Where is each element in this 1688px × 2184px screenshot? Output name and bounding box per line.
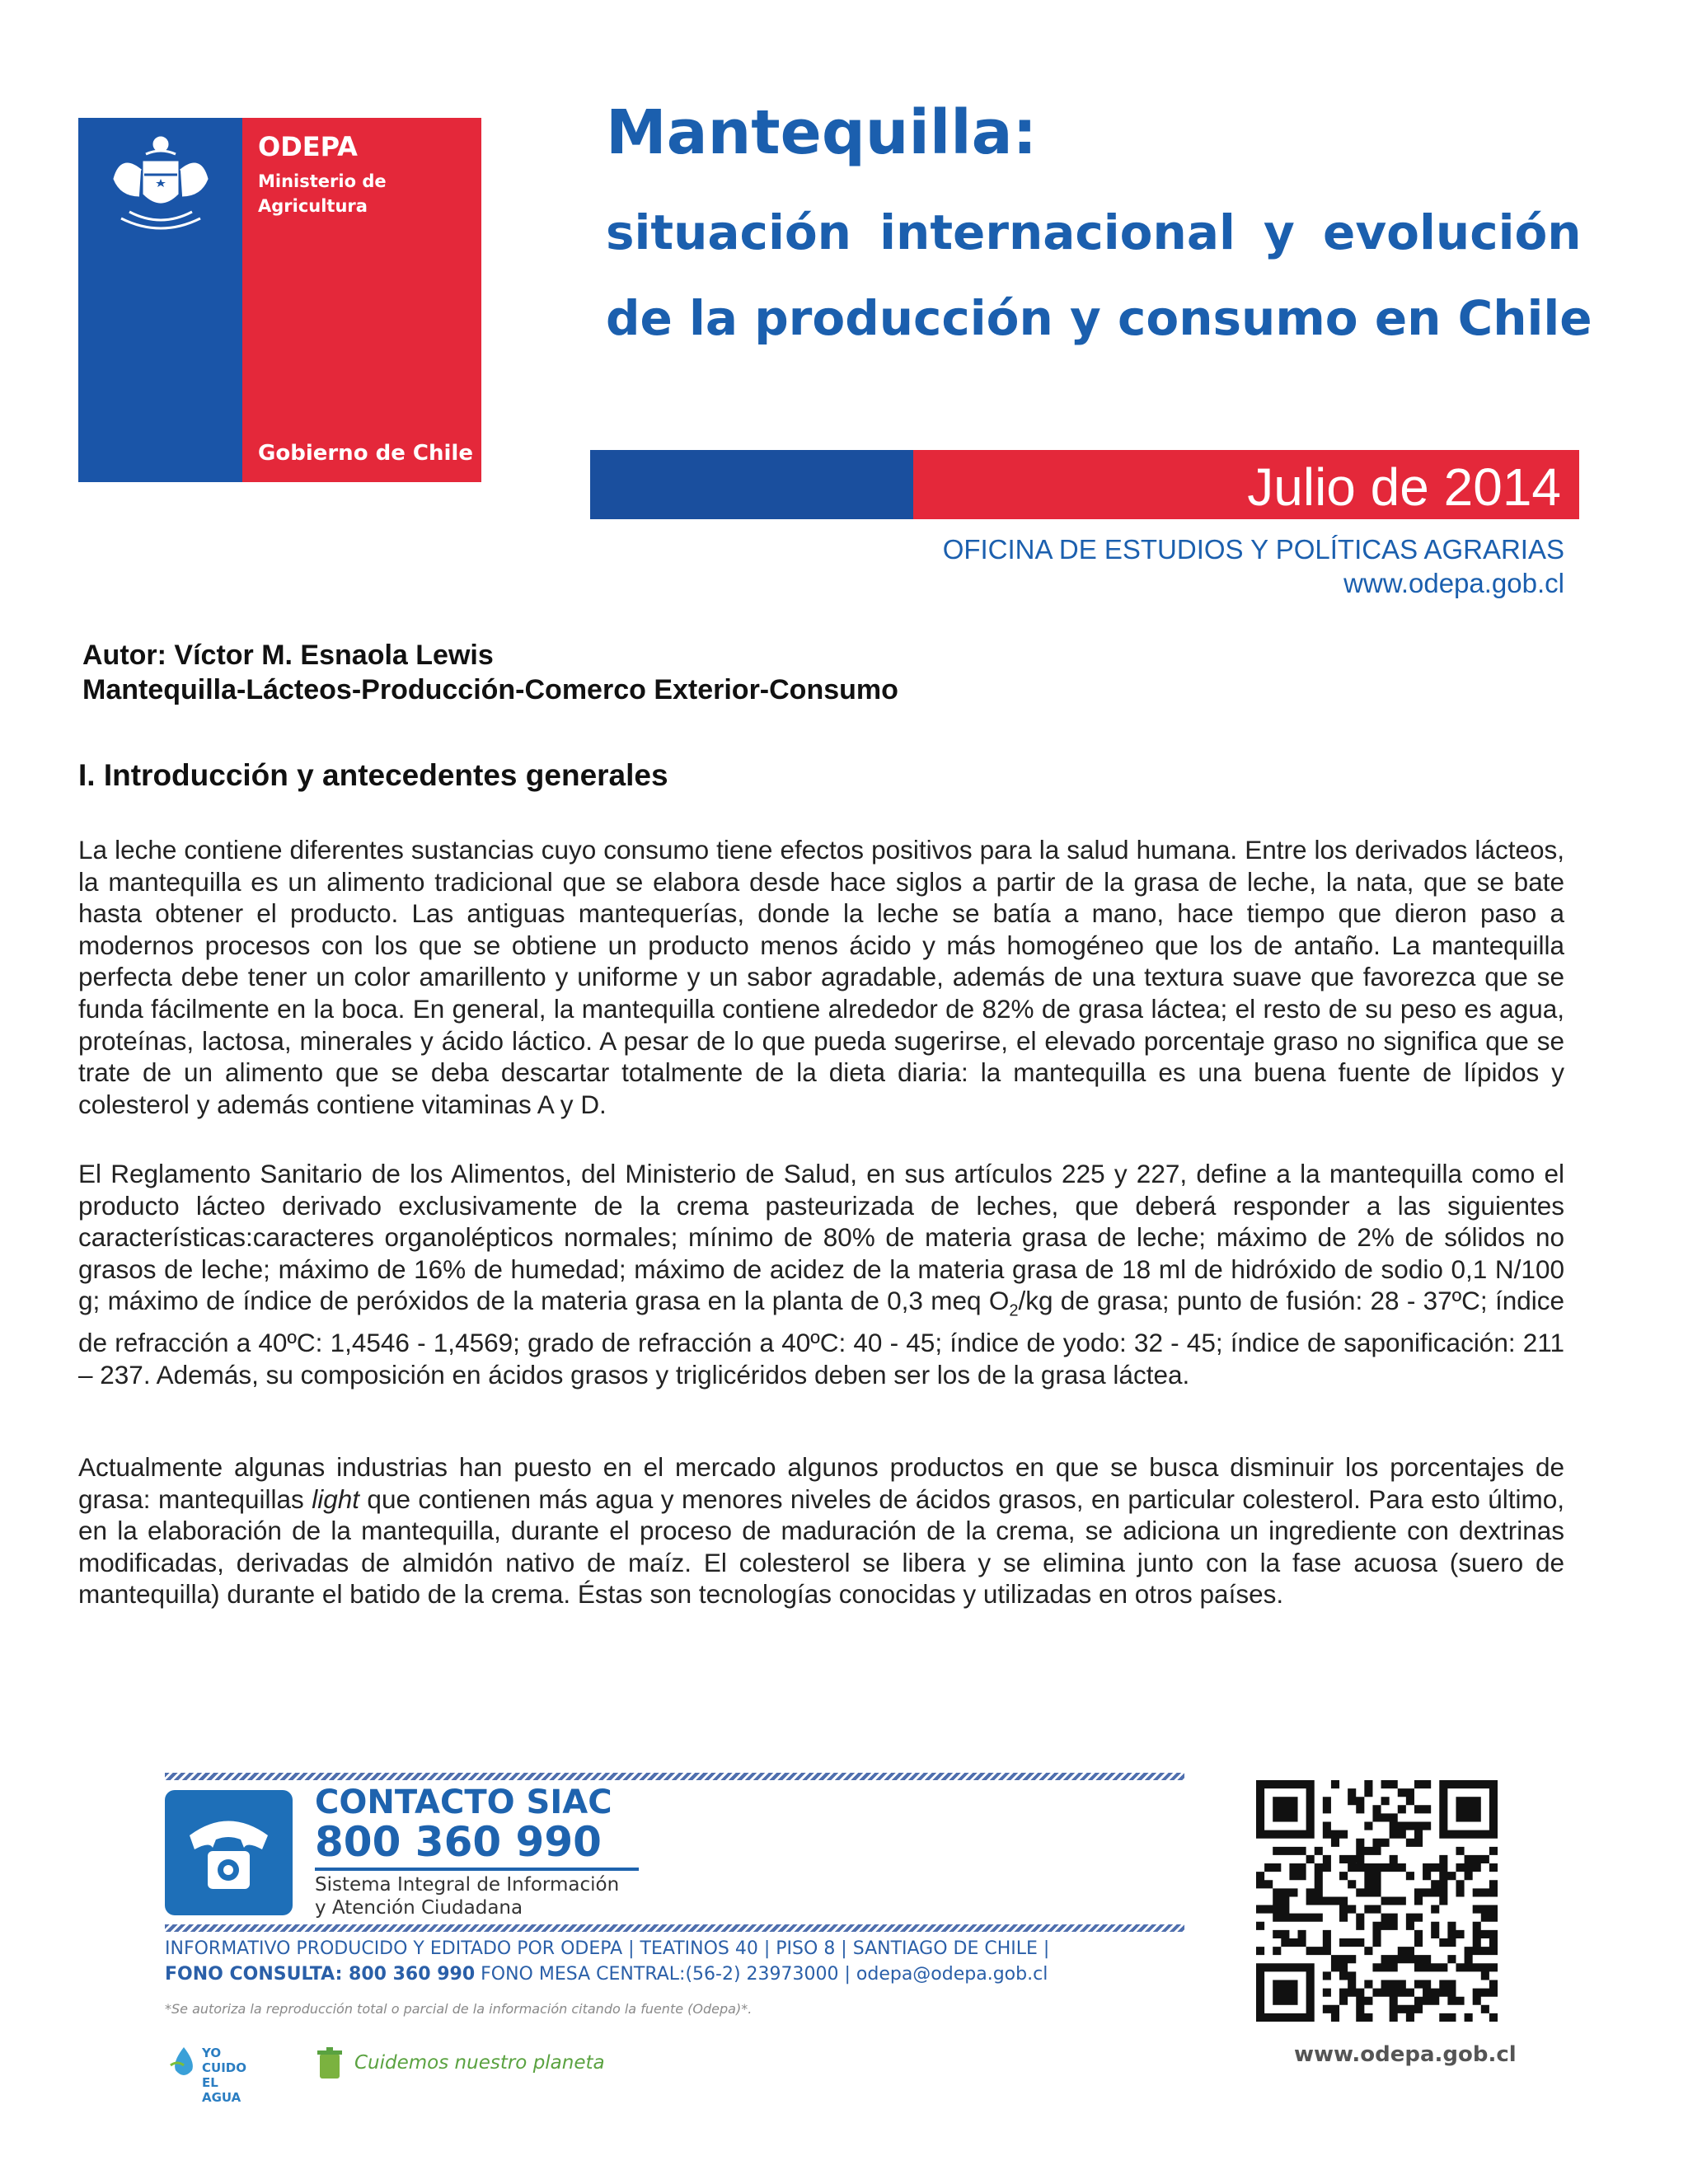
- author-line: Autor: Víctor M. Esnaola Lewis: [82, 640, 494, 671]
- siac-description: Sistema Integral de Información y Atención Ciudadana: [315, 1874, 620, 1919]
- paragraph-1: La leche contiene diferentes sustancias cuyo consumo tiene efectos positivos para la salud humana. Entre los derivados lácteos, la mantequilla es un alimento tradicional que se elabora desde hace siglos a partir de la grasa de leche, la nata, que se bate hasta obtener el producto. Las antiguas mantequerías, donde la leche se batía a mano, hace tiempo que dieron paso a modernos procesos con los que se obtiene un producto menos ácido y más homogéneo que los de antaño. La mantequilla perfecta debe tener un color amarillento y uniforme y un sabor agradable, además de una textura suave que favorezca que se funda fácilmente en la boca. En general, la mantequilla contiene alrededor de 82% de grasa láctea; el resto de su peso es agua, proteínas, lactosa, minerales y ácido láctico. A pesar de lo que pueda sugerirse, el elevado porcentaje graso no significa que se trate de un alimento que se deba descartar totalmente de la dieta diaria: la mantequilla es una buena fuente de lípidos y colesterol y además contiene vitaminas A y D.: [78, 835, 1564, 1119]
- odepa-logo: [78, 118, 481, 482]
- siac-contact-title: CONTACTO SIAC: [315, 1783, 612, 1821]
- planet-campaign-text: Cuidemos nuestro planeta: [354, 2052, 605, 2074]
- date-band-blue: [590, 450, 913, 519]
- publication-date: Julio de 2014: [1247, 457, 1561, 517]
- contact-info: [165, 1964, 1048, 1985]
- logo-government: Gobierno de Chile: [258, 441, 473, 466]
- water-campaign-text: YO CUIDO EL AGUA: [202, 2046, 246, 2105]
- paragraph-2: [78, 1158, 1564, 1390]
- logo-ministry: Ministerio de Agricultura: [258, 171, 387, 216]
- subscript-2: 2: [1009, 1301, 1019, 1320]
- qr-website: www.odepa.gob.cl: [1294, 2042, 1517, 2067]
- publisher-info: INFORMATIVO PRODUCIDO Y EDITADO POR ODEPA | TEATINOS 40 | PISO 8 | SANTIAGO DE CHILE |: [165, 1938, 1050, 1959]
- office-name: OFICINA DE ESTUDIOS Y POLÍTICAS AGRARIAS: [942, 534, 1564, 565]
- paragraph-3-part-b: que contienen más agua y menores niveles de ácidos grasos, en particular colesterol. Para esto último, en la elaboración de la mantequilla, durante el proceso de maduración de la crema, se adiciona un ingrediente con dextrinas modificadas, derivadas de almidón nativo de maíz. El colesterol se libera y se elimina junto con la fase acuosa (suero de mantequilla) durante el batido de la crema. Éstas son tecnologías conocidas y utilizadas en otros países.: [78, 1483, 1564, 1610]
- document-subtitle-line1: situación internacional y evolución: [606, 204, 1582, 260]
- footer-divider-top: [165, 1773, 1184, 1780]
- recycle-bin-icon: [313, 2046, 346, 2080]
- paragraph-3-part-a: Actualmente algunas industrias han puesto en el mercado algunos productos en que se busca disminuir los porcentajes de grasa: mantequillas: [78, 1452, 1564, 1514]
- footer-divider-bottom: [165, 1924, 1184, 1932]
- section-heading: I. Introducción y antecedentes generales: [78, 758, 668, 792]
- paragraph-2-part-a: El Reglamento Sanitario de los Alimentos, del Ministerio de Salud, en sus artículos 225 y 227, define a la mantequilla como el producto lácteo derivado exclusivamente de la crema pasteurizada de leches, que deberá responder a las siguientes características:caracteres organolépticos normales; mínimo de 80% de materia grasa de leche; máximo de 2% de sólidos no grasos de leche; máximo de 16% de humedad; máximo de acidez de la materia grasa de 18 ml de hidróxido de sodio 0,1 N/100 g; máximo de índice de peróxidos de la materia grasa en la planta de 0,3 meq O: [78, 1159, 1564, 1316]
- consult-phone: FONO CONSULTA: 800 360 990: [165, 1964, 476, 1985]
- coat-of-arms-icon: [96, 129, 225, 245]
- phone-icon: [165, 1790, 293, 1915]
- qr-code-icon[interactable]: [1256, 1780, 1498, 2022]
- water-campaign-logo: [169, 2046, 260, 2105]
- central-phone-email: FONO MESA CENTRAL:(56-2) 23973000 | odepa@odepa.gob.cl: [475, 1964, 1048, 1985]
- siac-phone-number[interactable]: 800 360 990: [315, 1818, 639, 1871]
- date-band: [590, 450, 1579, 519]
- document-title: Mantequilla:: [606, 97, 1038, 168]
- keywords-line: Mantequilla-Lácteos-Producción-Comerco Exterior-Consumo: [82, 674, 898, 705]
- paragraph-2-part-b: /kg de grasa; punto de fusión: 28 - 37ºC; índice de refracción a 40ºC: 1,4546 - 1,4569; grado de refracción a 40ºC: 40 - 45; índice de yodo: 32 - 45; índice de saponificación: 211 – 237. Además, su composición en ácidos grasos y triglicéridos deben ser los de la grasa láctea.: [78, 1286, 1565, 1390]
- website-link[interactable]: www.odepa.gob.cl: [1343, 568, 1564, 598]
- reproduction-note: *Se autoriza la reproducción total o parcial de la información citando la fuente (Odepa)*.: [165, 2001, 753, 2017]
- document-subtitle-line2: de la producción y consumo en Chile: [606, 290, 1592, 346]
- logo-org-name: ODEPA: [258, 131, 358, 162]
- water-drop-icon: [169, 2046, 199, 2079]
- paragraph-3: [78, 1451, 1564, 1610]
- planet-campaign-logo: [313, 2046, 605, 2080]
- paragraph-3-italic: light: [312, 1483, 360, 1514]
